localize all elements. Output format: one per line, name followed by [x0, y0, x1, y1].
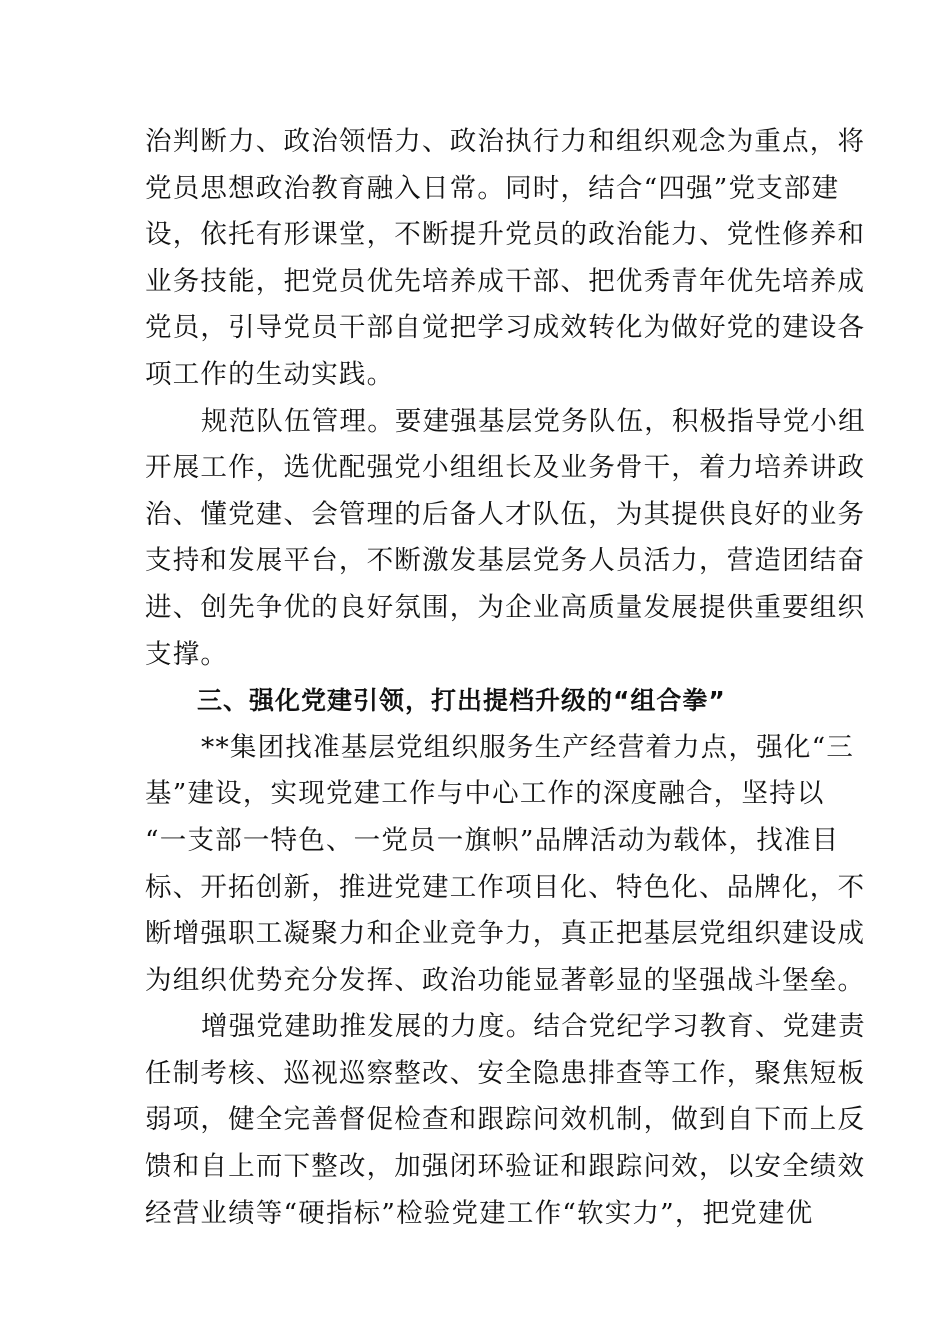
text-line: 为组织优势充分发挥、政治功能显著彰显的坚强战斗堡垒。 [145, 964, 866, 996]
paragraph-4 [145, 1004, 866, 1237]
text-line: 支撑。 [145, 638, 229, 670]
paragraph-1 [145, 119, 866, 399]
text-line: **集团找准基层党组织服务生产经营着力点，强化“三 [201, 731, 855, 763]
text-line: 经营业绩等“硬指标”检验党建工作“软实力”，把党建优 [145, 1197, 814, 1229]
text-line: 支持和发展平台，不断激发基层党务人员活力，营造团结奋 [145, 545, 866, 577]
paragraph-3 [145, 725, 866, 1005]
text-line: “一支部一特色、一党员一旗帜”品牌活动为载体，找准目 [145, 824, 840, 856]
text-line: 标、开拓创新，推进党建工作项目化、特色化、品牌化，不 [145, 871, 866, 903]
document-body [145, 119, 866, 1237]
text-line: 弱项，健全完善督促检查和跟踪问效机制，做到自下而上反 [145, 1104, 866, 1136]
paragraph-2 [145, 399, 866, 679]
text-line: 业务技能，把党员优先培养成干部、把优秀青年优先培养成 [145, 265, 866, 297]
text-line: 规范队伍管理。要建强基层党务队伍，积极指导党小组 [201, 405, 866, 437]
text-line: 项工作的生动实践。 [145, 358, 395, 390]
text-line: 治判断力、政治领悟力、政治执行力和组织观念为重点，将 [145, 126, 866, 157]
section-heading: 三、强化党建引领，打出提档升级的“组合拳” [197, 686, 726, 716]
text-line: 断增强职工凝聚力和企业竞争力，真正把基层党组织建设成 [145, 918, 866, 950]
text-line: 任制考核、巡视巡察整改、安全隐患排查等工作，聚焦短板 [145, 1057, 866, 1089]
text-line: 设，依托有形课堂，不断提升党员的政治能力、党性修养和 [145, 219, 866, 251]
text-line: 党员思想政治教育融入日常。同时，结合“四强”党支部建 [145, 172, 840, 204]
text-line: 进、创先争优的良好氛围，为企业高质量发展提供重要组织 [145, 591, 866, 623]
text-line: 治、懂党建、会管理的后备人才队伍，为其提供良好的业务 [145, 498, 866, 530]
text-line: 开展工作，选优配强党小组组长及业务骨干，着力培养讲政 [145, 452, 866, 484]
text-line: 馈和自上而下整改，加强闭环验证和跟踪问效，以安全绩效 [145, 1151, 866, 1183]
text-line: 增强党建助推发展的力度。结合党纪学习教育、党建责 [201, 1011, 866, 1043]
text-line: 党员，引导党员干部自觉把学习成效转化为做好党的建设各 [145, 312, 866, 344]
text-line: 基”建设，实现党建工作与中心工作的深度融合，坚持以 [145, 778, 825, 810]
